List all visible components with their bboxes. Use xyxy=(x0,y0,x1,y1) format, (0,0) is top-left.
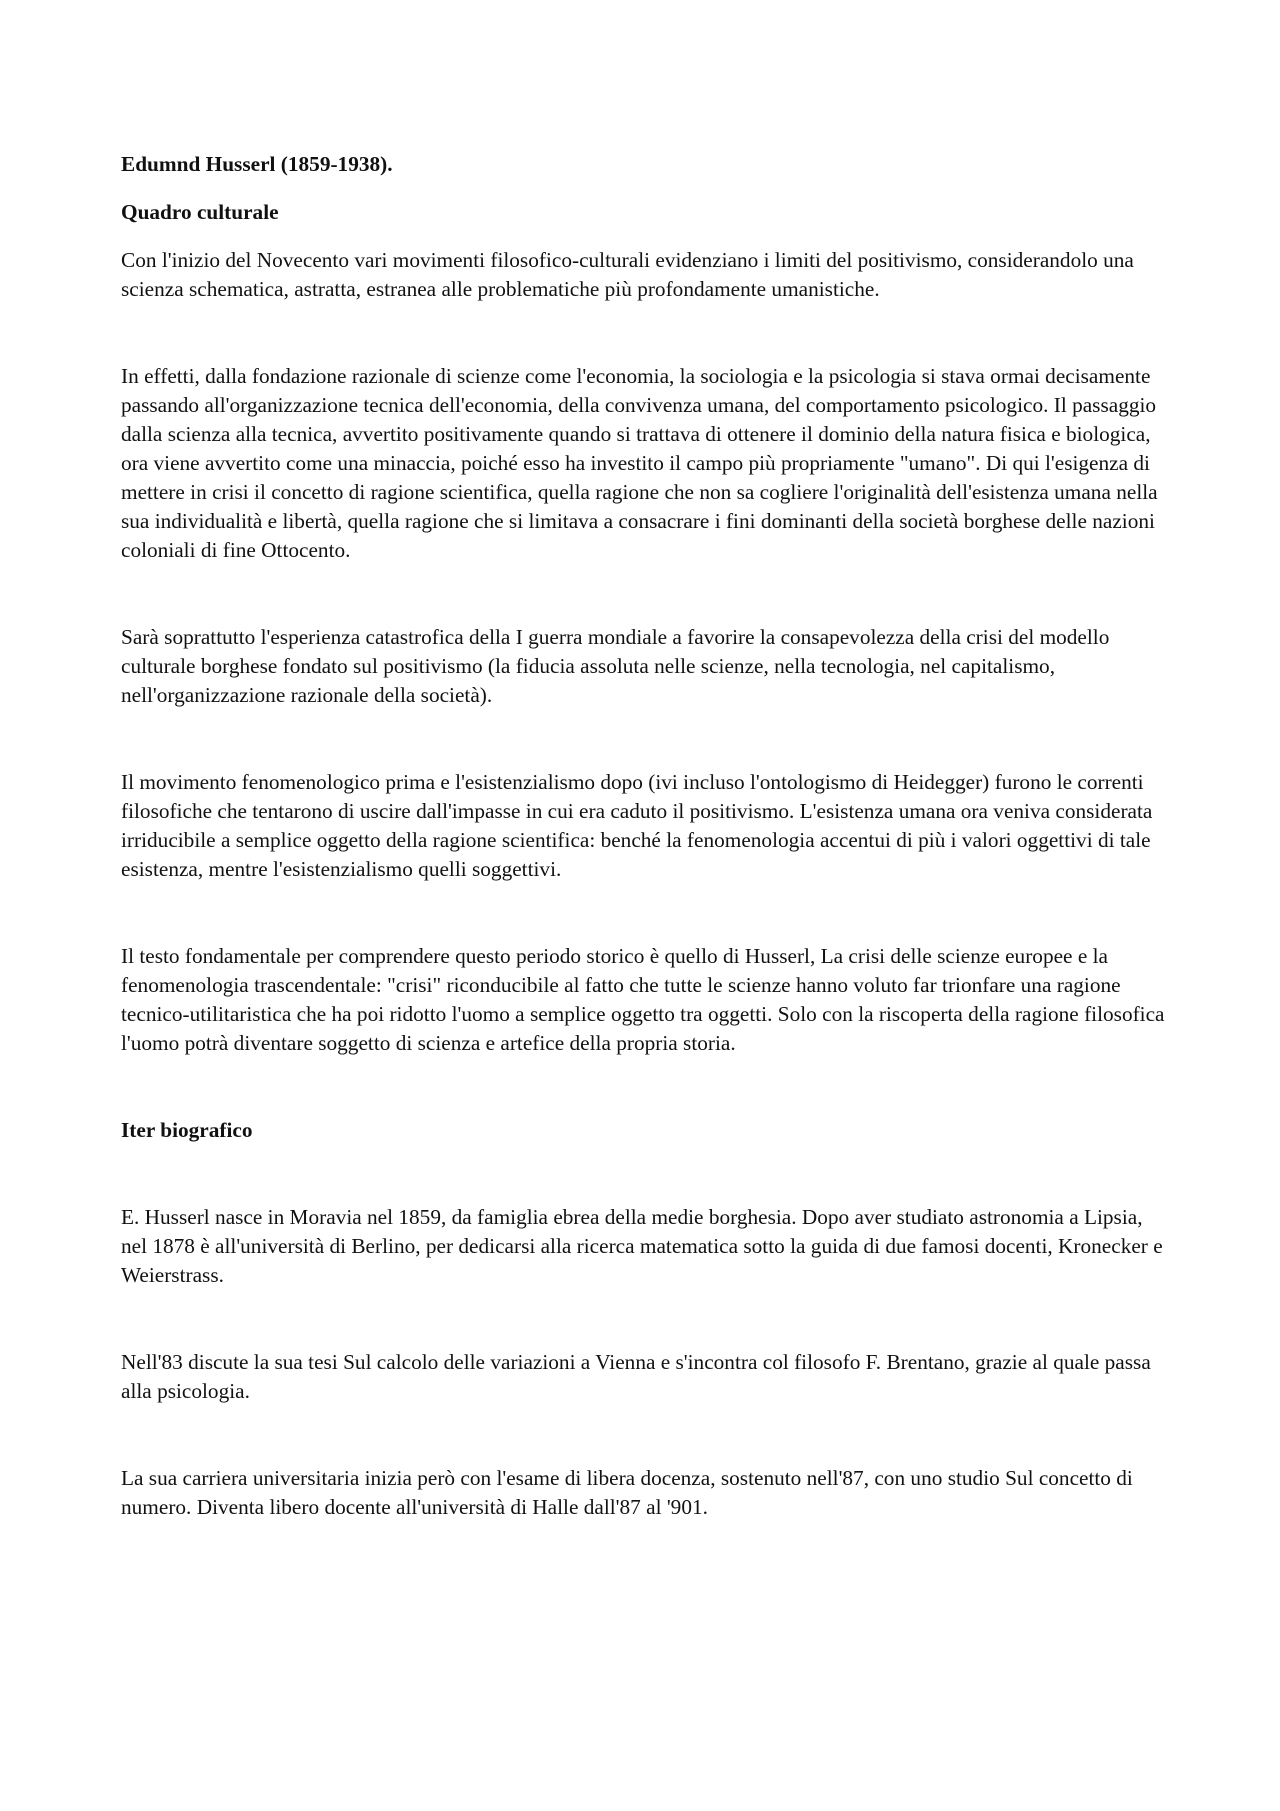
paragraph: E. Husserl nasce in Moravia nel 1859, da famiglia ebrea della medie borghesia. Dopo aver studiato astronomia a Lipsia, nel 1878 è all'università di Berlino, per dedicarsi alla ricerca matematica sotto la guida di due famosi docenti, Kronecker e Weierstrass. xyxy=(121,1205,1163,1287)
paragraph: In effetti, dalla fondazione razionale di scienze come l'economia, la sociologia e la psicologia si stava ormai decisamente passando all'organizzazione tecnica dell'economia, della convivenza umana, del comportamento psicologico. Il passaggio dalla scienza alla tecnica, avvertito positivamente quando si trattava di ottenere il dominio della natura fisica e biologica, ora viene avvertito come una minaccia, poiché esso ha investito il campo più propriamente "umano". Di qui l'esigenza di mettere in crisi il concetto di ragione scientifica, quella ragione che non sa cogliere l'originalità dell'esistenza umana nella sua individualità e libertà, quella ragione che si limitava a consacrare i fini dominanti della società borghese delle nazioni coloniali di fine Ottocento. xyxy=(121,364,1158,562)
document-title: Edumnd Husserl (1859-1938). xyxy=(121,152,393,176)
paragraph: Sarà soprattutto l'esperienza catastrofica della I guerra mondiale a favorire la consapevolezza della crisi del modello culturale borghese fondato sul positivismo (la fiducia assoluta nelle scienze, nella tecnologia, nel capitalismo, nell'organizzazione razionale della società). xyxy=(121,625,1110,707)
paragraph: Il movimento fenomenologico prima e l'esistenzialismo dopo (ivi incluso l'ontologismo di Heidegger) furono le correnti filosofiche che tentarono di uscire dall'impasse in cui era caduto il positivismo. L'esistenza umana ora veniva considerata irriducibile a semplice oggetto della ragione scientifica: benché la fenomenologia accentui di più i valori oggettivi di tale esistenza, mentre l'esistenzialismo quelli soggettivi. xyxy=(121,770,1153,881)
document-page xyxy=(121,150,1171,1580)
paragraph: Nell'83 discute la sua tesi Sul calcolo delle variazioni a Vienna e s'incontra col filosofo F. Brentano, grazie al quale passa alla psicologia. xyxy=(121,1350,1151,1403)
paragraph: Con l'inizio del Novecento vari movimenti filosofico-culturali evidenziano i limiti del positivismo, considerandolo una scienza schematica, astratta, estranea alle problematiche più profondamente umanistiche. xyxy=(121,248,1134,301)
paragraph: La sua carriera universitaria inizia però con l'esame di libera docenza, sostenuto nell'87, con uno studio Sul concetto di numero. Diventa libero docente all'università di Halle dall'87 al '901. xyxy=(121,1466,1133,1519)
section-heading-quadro-culturale: Quadro culturale xyxy=(121,200,279,224)
paragraph: Il testo fondamentale per comprendere questo periodo storico è quello di Husserl, La crisi delle scienze europee e la fenomenologia trascendentale: "crisi" riconducibile al fatto che tutte le scienze hanno voluto far trionfare una ragione tecnico-utilitaristica che ha poi ridotto l'uomo a semplice oggetto tra oggetti. Solo con la riscoperta della ragione filosofica l'uomo potrà diventare soggetto di scienza e artefice della propria storia. xyxy=(121,944,1165,1055)
section-heading-iter-biografico: Iter biografico xyxy=(121,1118,253,1142)
